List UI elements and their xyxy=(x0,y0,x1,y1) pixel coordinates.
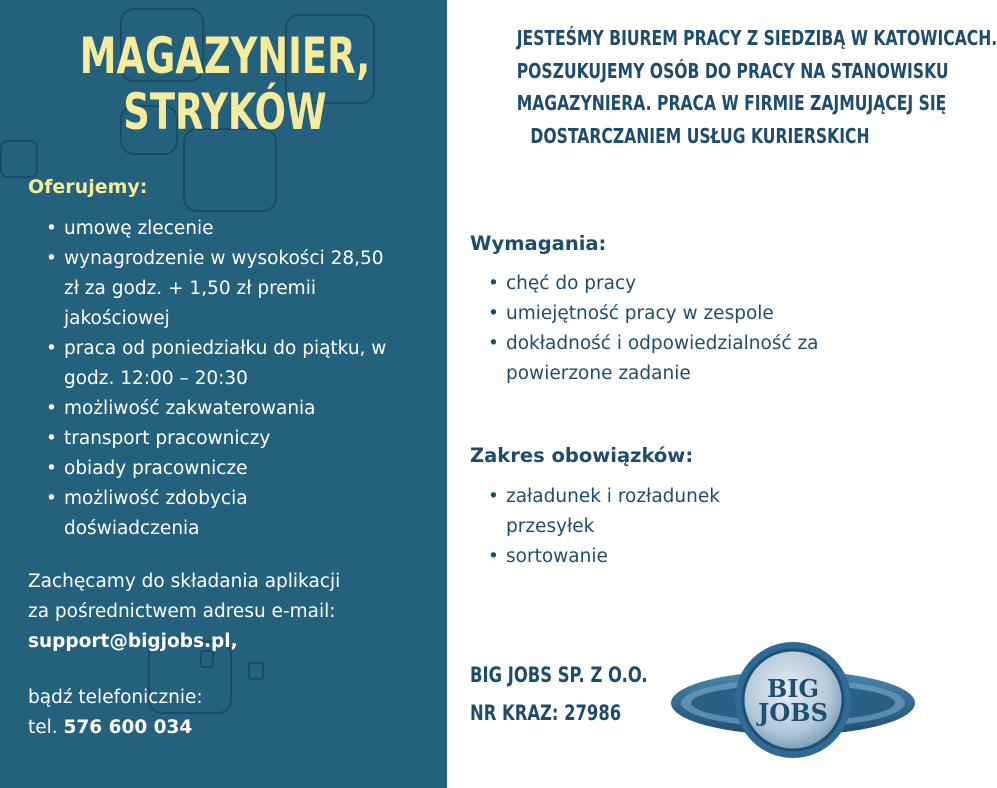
phone-intro: bądź telefonicznie: xyxy=(28,687,203,708)
duty-item-text: załadunek i rozładunek przesyłek xyxy=(506,486,720,537)
email-address[interactable] xyxy=(28,627,340,657)
intro-text xyxy=(516,22,997,152)
offer-item-text: możliwość zdobycia doświadczenia xyxy=(64,488,248,539)
intro-line: POSZUKUJEMY OSÓB DO PRACY NA STANOWISKU xyxy=(516,58,949,83)
decor-square xyxy=(248,662,264,680)
intro-line: MAGAZYNIERA. PRACA W FIRMIE ZAJMUJĄCEJ SIĘ xyxy=(516,91,947,115)
requirements-list xyxy=(470,269,910,389)
phone-prefix: tel. xyxy=(28,717,58,738)
logo-text-bottom: JOBS xyxy=(758,698,828,727)
requirements-heading: Wymagania: xyxy=(470,232,607,255)
apply-line-2: za pośrednictwem adresu e-mail: xyxy=(28,601,336,622)
duty-item xyxy=(470,482,786,542)
email-text[interactable]: support@bigjobs.pl, xyxy=(28,631,238,652)
offer-item-text: praca od poniedziałku do piątku, w godz. 12:00 – 20:30 xyxy=(64,338,387,389)
apply-text xyxy=(28,567,340,657)
offer-item: • obiady pracownicze xyxy=(28,454,438,484)
offer-heading: Oferujemy: xyxy=(28,176,148,198)
duty-item: • sortowanie xyxy=(470,542,910,572)
company-info xyxy=(470,656,648,732)
phone-block xyxy=(28,683,203,743)
offer-item-text: wynagrodzenie w wysokości 28,50 zł za godz. + 1,50 zł premii jakościowej xyxy=(64,248,384,329)
company-name: BIG JOBS SP. Z O.O. xyxy=(470,663,648,687)
apply-line-1: Zachęcamy do składania aplikacji xyxy=(28,571,341,592)
decor-square xyxy=(0,140,38,178)
requirement-item-text: dokładność i odpowiedzialność za powierzone zadanie xyxy=(506,333,819,384)
duties-list xyxy=(470,482,910,572)
job-title xyxy=(73,28,376,140)
offer-item xyxy=(28,334,404,394)
intro-line: JESTEŚMY BIUREM PRACY Z SIEDZIBĄ W KATOWICACH. xyxy=(516,26,997,50)
duties-heading: Zakres obowiązków: xyxy=(470,444,694,467)
offer-item xyxy=(28,244,404,334)
left-panel xyxy=(0,0,447,788)
kraz-number: NR KRAZ: 27986 xyxy=(470,701,622,725)
logo-text-top: BIG xyxy=(766,674,820,703)
requirement-item xyxy=(470,329,846,389)
big-jobs-logo xyxy=(668,640,918,760)
offer-list xyxy=(28,214,438,544)
phone-number[interactable]: 576 600 034 xyxy=(63,717,193,738)
offer-item: • możliwość zakwaterowania xyxy=(28,394,438,424)
phone-line xyxy=(28,713,203,743)
offer-item: • transport pracowniczy xyxy=(28,424,438,454)
job-title-line-2: STRYKÓW xyxy=(123,83,327,141)
offer-item: • umowę zlecenie xyxy=(28,214,438,244)
offer-item xyxy=(28,484,314,544)
requirement-item: • umiejętność pracy w zespole xyxy=(470,299,910,329)
requirement-item: • chęć do pracy xyxy=(470,269,910,299)
job-title-line-1: MAGAZYNIER, xyxy=(79,27,371,85)
intro-line: DOSTARCZANIEM USŁUG KURIERSKICH xyxy=(530,123,870,148)
